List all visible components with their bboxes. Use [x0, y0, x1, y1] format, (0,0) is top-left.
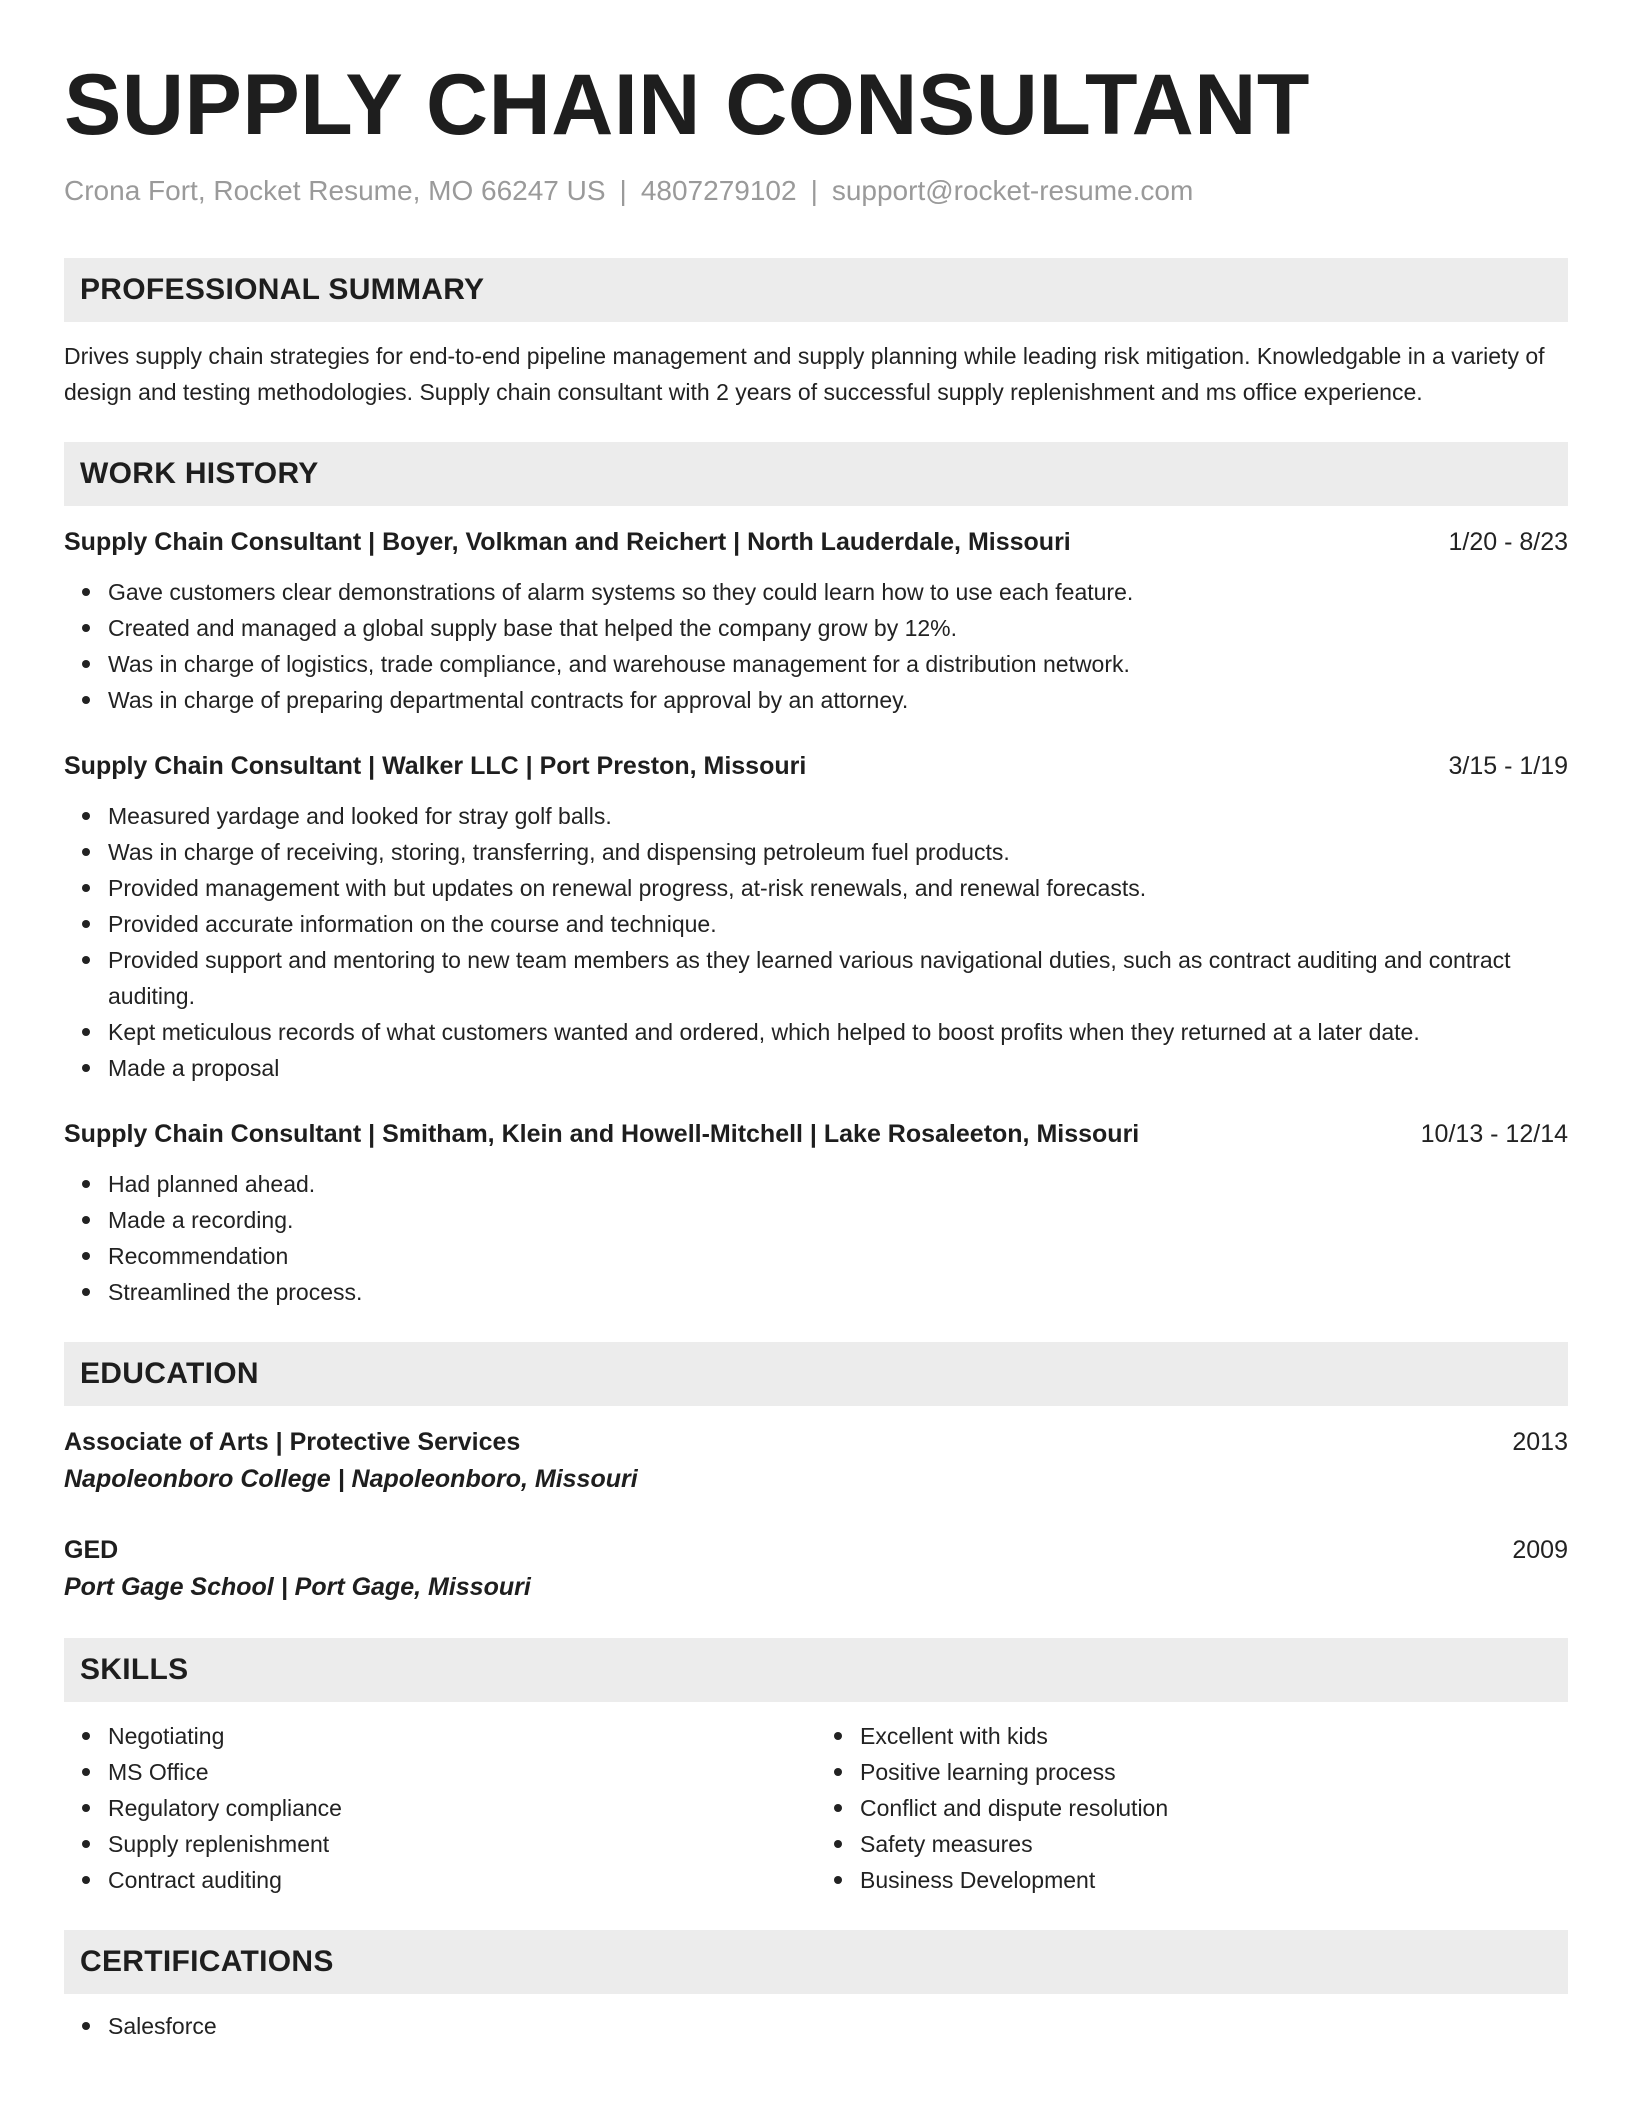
section-header-skills: SKILLS — [64, 1638, 1568, 1702]
list-item: Measured yardage and looked for stray golf balls. — [108, 798, 1568, 834]
list-item: Provided accurate information on the course and technique. — [108, 906, 1568, 942]
skill-item: Negotiating — [108, 1718, 816, 1754]
job-entry — [64, 1116, 1568, 1310]
contact-email: support@rocket-resume.com — [831, 175, 1194, 206]
education-degree: Associate of Arts | Protective Services — [64, 1428, 521, 1456]
skill-item: Supply replenishment — [108, 1826, 816, 1862]
job-title: Supply Chain Consultant | Walker LLC | Port Preston, Missouri — [64, 752, 807, 780]
education-header — [64, 1532, 1568, 1568]
certifications-list — [64, 2008, 1568, 2044]
job-dates: 1/20 - 8/23 — [1448, 528, 1568, 556]
skill-item: Business Development — [860, 1862, 1568, 1898]
education-year: 2013 — [1512, 1428, 1568, 1456]
contact-separator: | — [619, 175, 627, 206]
summary-text: Drives supply chain strategies for end-to-end pipeline management and supply planning while leading risk mitigation. Knowledgable in a variety of design and testing methodologies. Supply chain consultant with 2 years of successful supply replenishment and ms office experience. — [64, 343, 1545, 405]
skill-item: MS Office — [108, 1754, 816, 1790]
skill-item: Conflict and dispute resolution — [860, 1790, 1568, 1826]
list-item: Recommendation — [108, 1238, 1568, 1274]
list-item: Kept meticulous records of what customers wanted and ordered, which helped to boost profits when they returned at a later date. — [108, 1014, 1568, 1050]
education-school: Napoleonboro College | Napoleonboro, Missouri — [64, 1465, 638, 1493]
education-header — [64, 1424, 1568, 1460]
skill-item: Positive learning process — [860, 1754, 1568, 1790]
section-header-work-history: WORK HISTORY — [64, 442, 1568, 506]
job-bullets — [64, 574, 1568, 718]
job-header — [64, 1116, 1568, 1152]
education-entry — [64, 1424, 1568, 1498]
skill-item: Safety measures — [860, 1826, 1568, 1862]
list-item: Was in charge of preparing departmental contracts for approval by an attorney. — [108, 682, 1568, 718]
list-item: Provided support and mentoring to new team members as they learned various navigational duties, such as contract auditing and contract auditing. — [108, 942, 1568, 1014]
contact-phone: 4807279102 — [640, 175, 797, 206]
skill-item: Contract auditing — [108, 1862, 816, 1898]
skill-item: Excellent with kids — [860, 1718, 1568, 1754]
skills-grid — [64, 1718, 1568, 1898]
list-item: Created and managed a global supply base that helped the company grow by 12%. — [108, 610, 1568, 646]
list-item: Made a proposal — [108, 1050, 1568, 1086]
job-title: Supply Chain Consultant | Smitham, Klein and Howell-Mitchell | Lake Rosaleeton, Missouri — [64, 1120, 1140, 1148]
job-bullets — [64, 798, 1568, 1086]
list-item: Provided management with but updates on renewal progress, at-risk renewals, and renewal forecasts. — [108, 870, 1568, 906]
list-item: Streamlined the process. — [108, 1274, 1568, 1310]
job-dates: 3/15 - 1/19 — [1448, 752, 1568, 780]
skills-column-right — [816, 1718, 1568, 1898]
section-header-education: EDUCATION — [64, 1342, 1568, 1406]
job-entry — [64, 524, 1568, 718]
skills-column-left — [64, 1718, 816, 1898]
list-item: Was in charge of receiving, storing, transferring, and dispensing petroleum fuel products. — [108, 834, 1568, 870]
job-header — [64, 748, 1568, 784]
contact-separator: | — [810, 175, 818, 206]
list-item: Gave customers clear demonstrations of alarm systems so they could learn how to use each feature. — [108, 574, 1568, 610]
list-item: Was in charge of logistics, trade compliance, and warehouse management for a distribution network. — [108, 646, 1568, 682]
skill-item: Regulatory compliance — [108, 1790, 816, 1826]
job-bullets — [64, 1166, 1568, 1310]
list-item: Made a recording. — [108, 1202, 1568, 1238]
education-year: 2009 — [1512, 1536, 1568, 1564]
education-entry — [64, 1532, 1568, 1606]
job-title: Supply Chain Consultant | Boyer, Volkman and Reichert | North Lauderdale, Missouri — [64, 528, 1071, 556]
education-school: Port Gage School | Port Gage, Missouri — [64, 1573, 531, 1601]
list-item: Had planned ahead. — [108, 1166, 1568, 1202]
section-header-summary: PROFESSIONAL SUMMARY — [64, 258, 1568, 322]
contact-address: Crona Fort, Rocket Resume, MO 66247 US — [64, 175, 606, 206]
section-header-certifications: CERTIFICATIONS — [64, 1930, 1568, 1994]
certification-item: Salesforce — [108, 2008, 1568, 2044]
candidate-name: SUPPLY CHAIN CONSULTANT — [64, 57, 1310, 153]
job-dates: 10/13 - 12/14 — [1420, 1120, 1568, 1148]
contact-line — [64, 174, 1568, 208]
job-entry — [64, 748, 1568, 1086]
education-degree: GED — [64, 1536, 119, 1564]
job-header — [64, 524, 1568, 560]
